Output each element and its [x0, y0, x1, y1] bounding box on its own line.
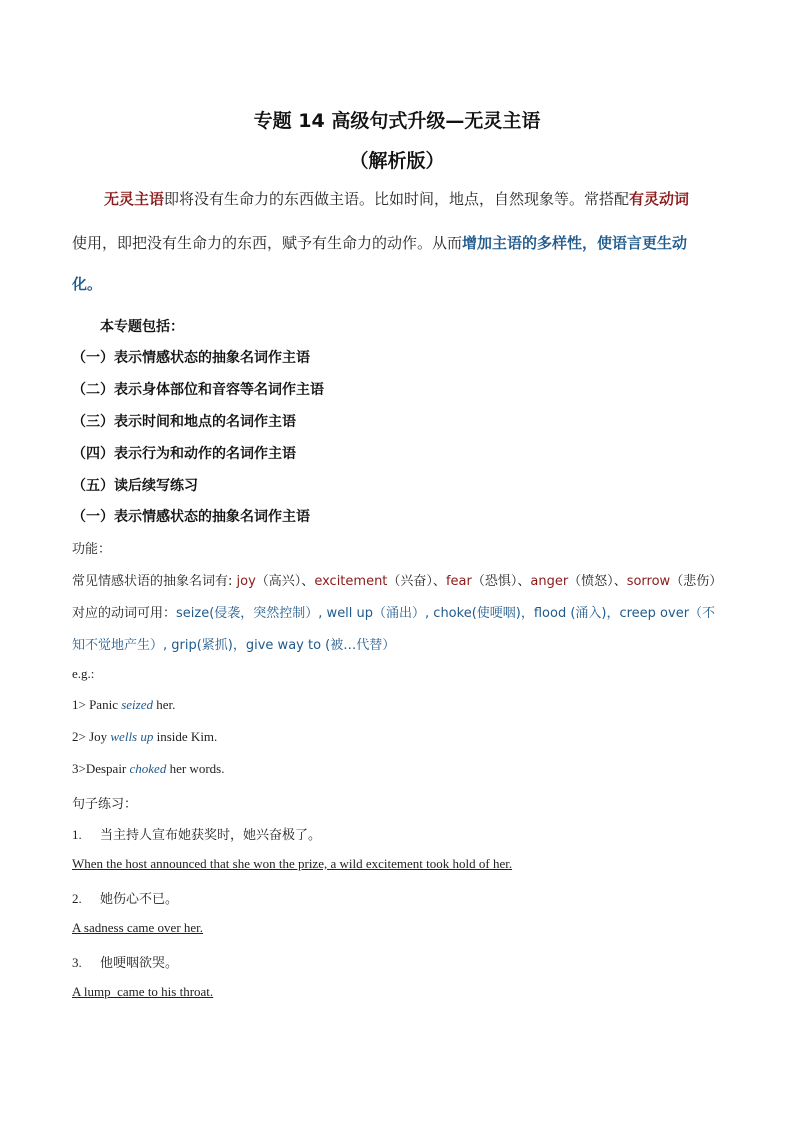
intro-term-2: 有灵动词	[629, 190, 690, 208]
contents-item: （三）表示时间和地点的名词作主语	[72, 414, 296, 430]
contents-item: （二）表示身体部位和音容等名词作主语	[72, 382, 324, 398]
intro-term: 无灵主语	[104, 190, 165, 208]
example-verb: seized	[121, 697, 153, 712]
practice-question	[72, 824, 321, 843]
example-post: her words.	[166, 761, 225, 776]
contents-item: （四）表示行为和动作的名词作主语	[72, 446, 296, 462]
verbs-prefix: 对应的动词可用：	[72, 606, 177, 621]
noun-sep: 、	[517, 574, 531, 589]
contents-item: （一）表示情感状态的抽象名词作主语	[72, 350, 310, 366]
practice-number: 2.	[72, 891, 82, 906]
practice-label: 句子练习：	[72, 797, 138, 812]
intro-emphasis: 增加主语的多样性，使语言更生动	[462, 234, 688, 252]
verbs-list: seize(侵袭，突然控制）, well up（涌出）, choke(使哽咽)，flood (涌入)，creep over（不	[176, 606, 716, 621]
practice-answer: A sadness came over her.	[72, 920, 204, 935]
intro-emphasis-end: 化。	[72, 275, 103, 293]
function-label: 功能：	[72, 542, 112, 557]
intro-text-1: 即将没有生命力的东西做主语。比如时间，地点，自然现象等。常搭配	[164, 190, 630, 208]
noun-zh: （悲伤）	[670, 574, 723, 589]
practice-answer: When the host announced that she won the prize, a wild excitement took hold of her.	[72, 856, 513, 871]
nouns-prefix: 常见情感状语的抽象名词有:	[72, 574, 237, 589]
noun-zh: （兴奋）	[387, 574, 433, 589]
noun-en: anger	[530, 574, 569, 589]
example-sentence	[72, 697, 175, 713]
noun-sep: 、	[613, 574, 627, 589]
example-pre: 1> Panic	[72, 697, 122, 712]
noun-sep: 、	[301, 574, 315, 589]
page-subtitle: （解析版）	[349, 150, 445, 172]
verbs-line-2: 知不觉地产生）, grip(紧抓)，give way to (被…代替）	[72, 638, 396, 653]
example-sentence	[72, 761, 224, 777]
page-title: 专题 14 高级句式升级—无灵主语	[253, 110, 541, 132]
noun-en: sorrow	[626, 574, 671, 589]
section-heading: （一）表示情感状态的抽象名词作主语	[72, 509, 310, 525]
noun-zh: （高兴）	[255, 574, 302, 589]
example-verb: wells up	[110, 729, 154, 744]
noun-en: fear	[445, 574, 472, 589]
noun-en: excitement	[314, 574, 388, 589]
example-post: inside Kim.	[153, 729, 218, 744]
contents-heading: 本专题包括：	[100, 319, 184, 335]
practice-question	[72, 952, 178, 971]
practice-chinese: 他哽咽欲哭。	[100, 956, 179, 971]
noun-zh: （恐惧）	[471, 574, 518, 589]
nouns-line	[72, 570, 722, 589]
example-pre: 3>Despair	[72, 761, 130, 776]
noun-zh: （愤怒）	[568, 574, 614, 589]
example-post: her.	[153, 697, 176, 712]
practice-chinese: 她伤心不已。	[100, 892, 179, 907]
noun-sep: 、	[432, 574, 446, 589]
eg-label: e.g.:	[72, 666, 95, 681]
intro-line-1	[104, 192, 689, 207]
example-sentence	[72, 729, 217, 745]
practice-question	[72, 888, 178, 907]
practice-number: 1.	[72, 827, 82, 842]
practice-chinese: 当主持人宣布她获奖时，她兴奋极了。	[100, 828, 322, 843]
noun-en: joy	[236, 574, 256, 589]
verbs-line-1	[72, 602, 715, 621]
example-verb: choked	[129, 761, 167, 776]
intro-text-2: 使用，即把没有生命力的东西，赋予有生命力的动作。从而	[72, 234, 463, 252]
practice-answer: A lump came to his throat.	[72, 984, 214, 999]
practice-number: 3.	[72, 955, 82, 970]
intro-line-2	[72, 236, 687, 251]
contents-item: （五）读后续写练习	[72, 478, 198, 494]
example-pre: 2> Joy	[72, 729, 111, 744]
